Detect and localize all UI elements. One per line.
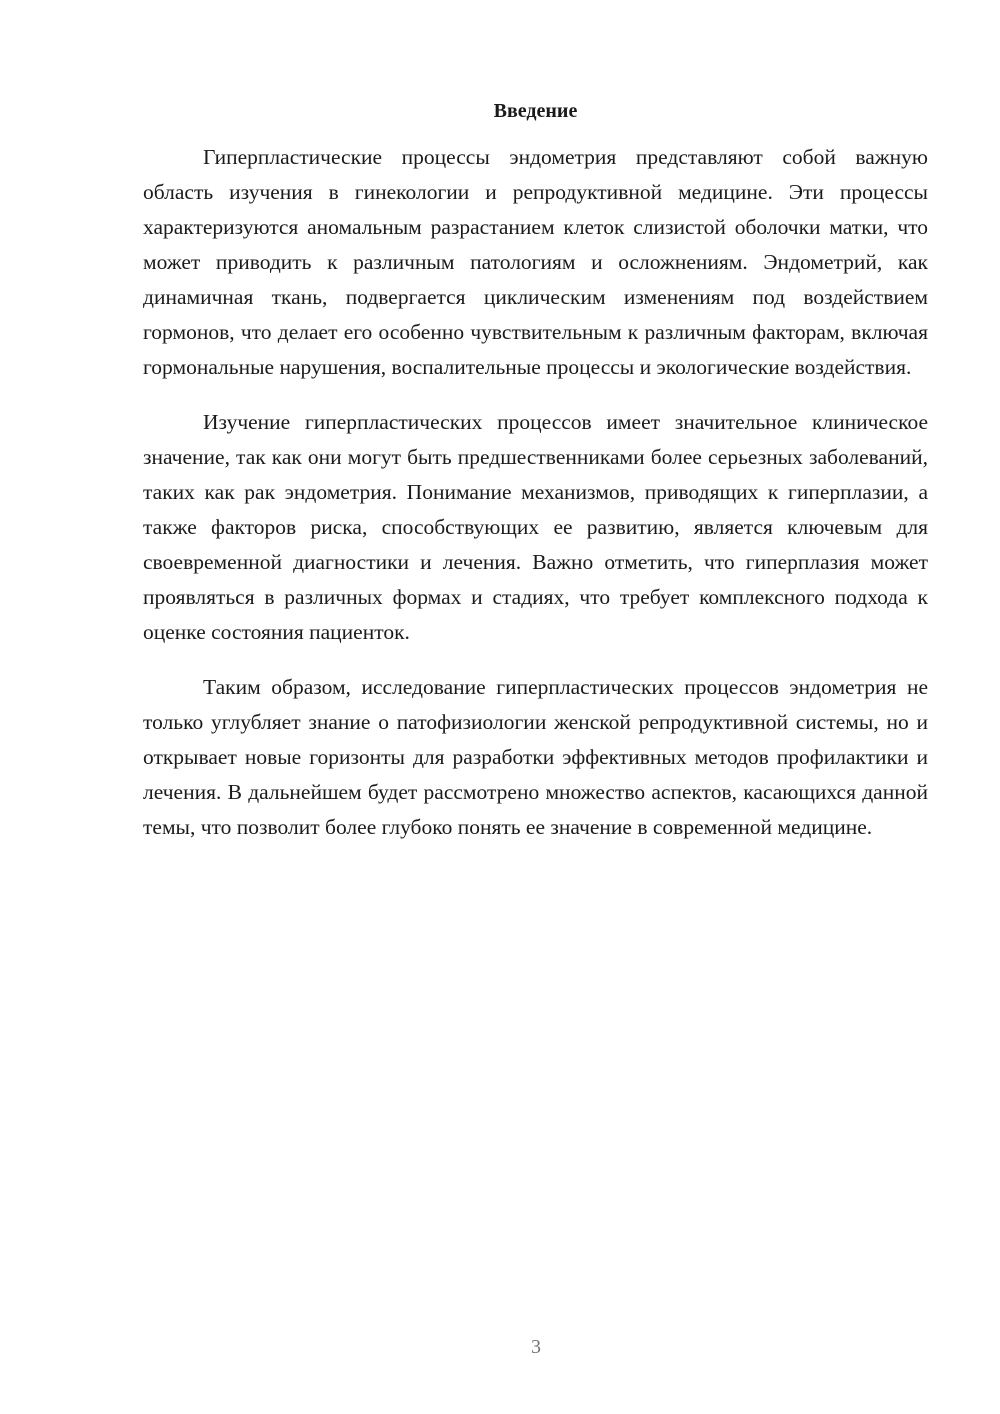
paragraph-3: Таким образом, исследование гиперпластических процессов эндометрия не только углубляет знание о патофизиологии женской репродуктивной системы, но и открывает новые горизонты для разработки эффективных методов профилактики и лечения. В дальнейшем будет рассмотрено множество аспектов, касающихся данной темы, что позволит более глубоко понять ее значение в современной медицине. <box>143 675 928 839</box>
paragraph-2: Изучение гиперпластических процессов имеет значительное клиническое значение, так как они могут быть предшественниками более серьезных заболеваний, таких как рак эндометрия. Понимание механизмов, приводящих к гиперплазии, а также факторов риска, способствующих ее развитию, является ключевым для своевременной диагностики и лечения. Важно отметить, что гиперплазия может проявляться в различных формах и стадиях, что требует комплексного подхода к оценке состояния пациенток. <box>143 410 928 644</box>
section-title: Введение <box>493 100 578 122</box>
page-content <box>143 96 928 845</box>
paragraph-1: Гиперпластические процессы эндометрия представляют собой важную область изучения в гинекологии и репродуктивной медицине. Эти процессы характеризуются аномальным разрастанием клеток слизистой оболочки матки, что может приводить к различным патологиям и осложнениям. Эндометрий, как динамичная ткань, подвергается циклическим изменениям под воздействием гормонов, что делает его особенно чувствительным к различным факторам, включая гормональные нарушения, воспалительные процессы и экологические воздействия. <box>143 145 928 379</box>
page-number: 3 <box>531 1336 541 1358</box>
